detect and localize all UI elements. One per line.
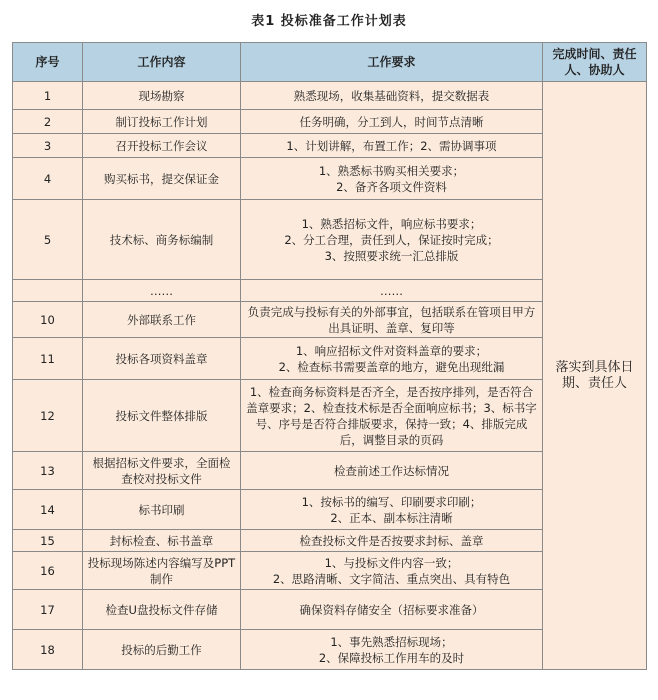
work-requirement: 检查前述工作达标情况 xyxy=(241,452,543,490)
work-content: 外部联系工作 xyxy=(83,302,241,338)
row-number: 2 xyxy=(13,110,83,134)
row-number: 4 xyxy=(13,158,83,200)
header-content: 工作内容 xyxy=(83,43,241,82)
work-requirement: 1、熟悉招标文件，响应标书要求； 2、分工合理，责任到人，保证按时完成； 3、按照要求统一汇总排版 xyxy=(241,200,543,280)
work-content: …… xyxy=(83,280,241,302)
header-row xyxy=(13,43,647,82)
work-content: 检查U盘投标文件存储 xyxy=(83,590,241,630)
work-requirement: 负责完成与投标有关的外部事宜，包括联系在管项目甲方出具证明、盖章、复印等 xyxy=(241,302,543,338)
row-number: 1 xyxy=(13,82,83,110)
row-number: 14 xyxy=(13,490,83,530)
work-requirement: 检查投标文件是否按要求封标、盖章 xyxy=(241,530,543,552)
work-requirement: 1、熟悉标书购买相关要求； 2、备齐各项文件资料 xyxy=(241,158,543,200)
work-requirement: 1、检查商务标资料是否齐全，是否按序排列，是否符合盖章要求；2、检查技术标是否全面响应标书；3、标书字号、序号是否符合排版要求，保持一致；4、排版完成后，调整目录的页码 xyxy=(241,380,543,452)
row-number: 11 xyxy=(13,338,83,380)
header-requirements: 工作要求 xyxy=(241,43,543,82)
row-number: 15 xyxy=(13,530,83,552)
work-content: 根据招标文件要求，全面检查校对投标文件 xyxy=(83,452,241,490)
work-content: 制订投标工作计划 xyxy=(83,110,241,134)
work-requirement: 确保资料存储安全（招标要求准备） xyxy=(241,590,543,630)
work-content: 封标检查、标书盖章 xyxy=(83,530,241,552)
row-number: 17 xyxy=(13,590,83,630)
work-content: 技术标、商务标编制 xyxy=(83,200,241,280)
work-content: 召开投标工作会议 xyxy=(83,134,241,158)
work-content: 标书印刷 xyxy=(83,490,241,530)
row-number: 16 xyxy=(13,552,83,590)
work-content: 购买标书，提交保证金 xyxy=(83,158,241,200)
row-number: 13 xyxy=(13,452,83,490)
row-number: 5 xyxy=(13,200,83,280)
work-requirement: 1、响应招标文件对资料盖章的要求； 2、检查标书需要盖章的地方，避免出现纰漏 xyxy=(241,338,543,380)
row-number: 10 xyxy=(13,302,83,338)
header-time-responsible: 完成时间、责任人、协助人 xyxy=(543,43,647,82)
row-number: 12 xyxy=(13,380,83,452)
work-content: 投标的后勤工作 xyxy=(83,630,241,670)
work-requirement: 1、与投标文件内容一致； 2、思路清晰、文字简洁、重点突出、具有特色 xyxy=(241,552,543,590)
table-row xyxy=(13,82,647,110)
row-number xyxy=(13,280,83,302)
work-requirement: …… xyxy=(241,280,543,302)
row-number: 3 xyxy=(13,134,83,158)
work-requirement: 1、计划讲解，布置工作；2、需协调事项 xyxy=(241,134,543,158)
table-title: 表1 投标准备工作计划表 xyxy=(251,14,407,29)
row-number: 18 xyxy=(13,630,83,670)
work-requirement: 1、事先熟悉招标现场； 2、保障投标工作用车的及时 xyxy=(241,630,543,670)
work-content: 投标各项资料盖章 xyxy=(83,338,241,380)
work-content: 现场勘察 xyxy=(83,82,241,110)
work-plan-table xyxy=(12,42,647,670)
work-content: 投标现场陈述内容编写及PPT制作 xyxy=(83,552,241,590)
work-requirement: 1、按标书的编写、印刷要求印刷； 2、正本、副本标注清晰 xyxy=(241,490,543,530)
merged-completion-cell: 落实到具体日期、责任人 xyxy=(543,82,647,670)
work-requirement: 熟悉现场，收集基础资料，提交数据表 xyxy=(241,82,543,110)
header-no: 序号 xyxy=(13,43,83,82)
work-requirement: 任务明确，分工到人，时间节点清晰 xyxy=(241,110,543,134)
work-content: 投标文件整体排版 xyxy=(83,380,241,452)
